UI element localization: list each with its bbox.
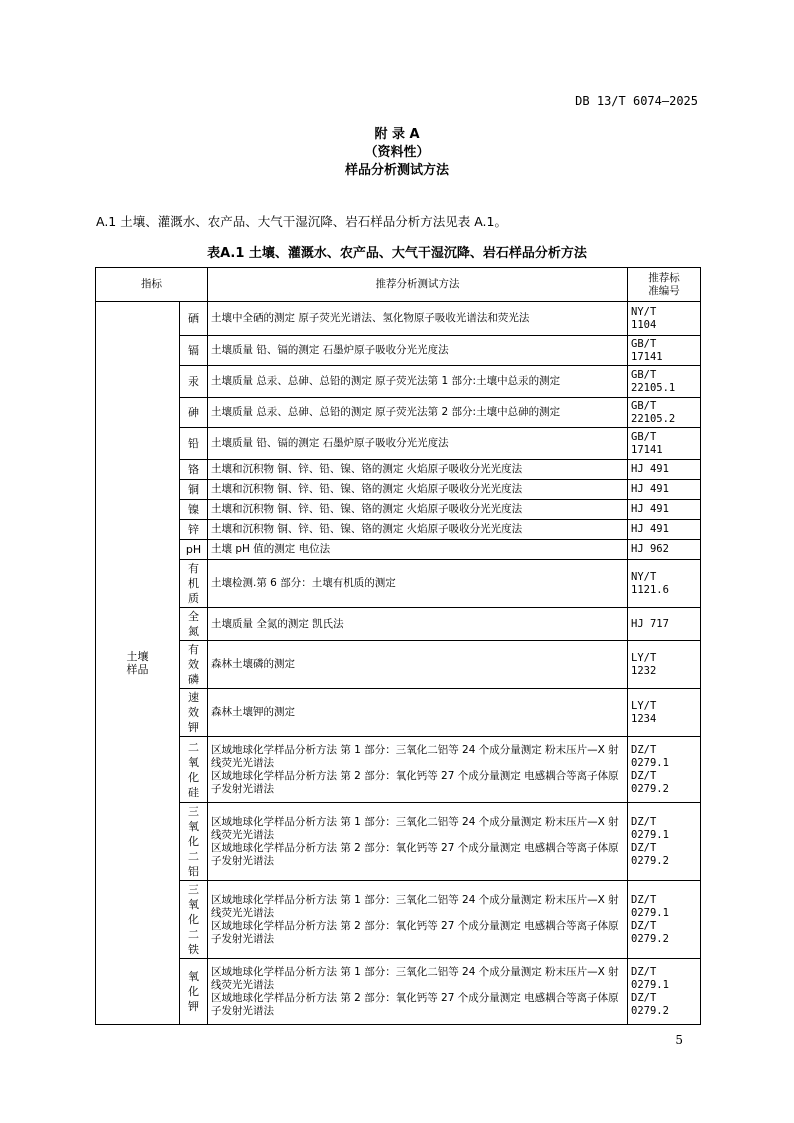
table-header-row [96,268,701,302]
indicator-cell [180,460,208,480]
category-cell [96,302,180,1025]
method-text: 土壤质量 总汞、总砷、总铅的测定 原子荧光法第 2 部分:土壤中总砷的测定 [211,406,561,418]
indicator-cell [180,689,208,737]
table-row [96,480,701,500]
header-method: 推荐分析测试方法 [208,268,628,302]
indicator-label: 铬 [188,463,199,476]
indicator-label: 铜 [188,483,199,496]
standard-code: LY/T 1232 [631,651,657,677]
standard-code: LY/T 1234 [631,699,657,725]
indicator-label: 砷 [188,406,199,419]
method-text: 区域地球化学样品分析方法 第 1 部分：三氧化二铝等 24 个成分量测定 粉末压片—X 射线荧光光谱法 区域地球化学样品分析方法 第 2 部分：氧化钙等 27 个成分量测定 电感耦合等离子体原子发射光谱法 [211,893,619,945]
indicator-cell [180,803,208,881]
standard-cell [628,689,701,737]
table-row [96,959,701,1025]
standard-cell [628,803,701,881]
standard-cell [628,336,701,366]
method-cell [208,881,628,959]
standard-cell [628,608,701,641]
table-row [96,520,701,540]
indicator-label: 镍 [188,503,199,516]
table-row [96,560,701,608]
header-standard [628,268,701,302]
standard-code: HJ 491 [631,483,669,495]
indicator-cell [180,366,208,398]
standard-cell [628,560,701,608]
method-cell [208,520,628,540]
table-row [96,398,701,428]
standard-code: HJ 717 [631,617,669,630]
standard-code: HJ 962 [631,543,669,555]
table-row [96,881,701,959]
indicator-cell [180,428,208,460]
method-text: 土壤质量 全氮的测定 凯氏法 [211,617,344,630]
method-cell [208,689,628,737]
document-code: DB 13/T 6074—2025 [575,94,698,108]
indicator-label: 有 机 质 [188,562,199,605]
table-row [96,460,701,480]
category-label: 土壤 样品 [126,650,149,676]
standard-cell [628,500,701,520]
annex-title: 附 录 A [374,127,420,142]
indicator-label: 镉 [188,344,199,357]
standard-cell [628,737,701,803]
standard-code: DZ/T 0279.1 DZ/T 0279.2 [631,893,669,945]
table-row [96,336,701,366]
table-row [96,366,701,398]
annex-nature: （资料性） [364,145,430,160]
standard-cell [628,641,701,689]
standard-cell [628,881,701,959]
method-cell [208,803,628,881]
method-text: 土壤质量 铅、镉的测定 石墨炉原子吸收分光光度法 [211,437,449,449]
table-row [96,540,701,560]
table-row [96,302,701,336]
indicator-cell [180,398,208,428]
standard-cell [628,540,701,560]
table-caption: 表A.1 土壤、灌溉水、农产品、大气干湿沉降、岩石样品分析方法 [207,246,587,261]
standard-code: DZ/T 0279.1 DZ/T 0279.2 [631,743,669,795]
indicator-label: 三 氧 化 二 铝 [188,805,199,878]
header-standard-text: 推荐标 准编号 [648,271,680,297]
indicator-label: 二 氧 化 硅 [188,740,199,799]
indicator-label: 铅 [188,437,199,450]
method-text: 土壤和沉积物 铜、锌、铅、镍、铬的测定 火焰原子吸收分光光度法 [211,503,523,515]
indicator-cell [180,500,208,520]
indicator-cell [180,520,208,540]
standard-code: DZ/T 0279.1 DZ/T 0279.2 [631,815,669,867]
indicator-cell [180,737,208,803]
method-cell [208,641,628,689]
standard-code: GB/T 22105.1 [631,368,676,394]
indicator-cell [180,302,208,336]
annex-heading [0,126,794,180]
indicator-label: 硒 [188,312,199,325]
method-cell [208,366,628,398]
standard-code: GB/T 17141 [631,430,663,456]
method-text: 土壤和沉积物 铜、锌、铅、镍、铬的测定 火焰原子吸收分光光度法 [211,463,523,475]
indicator-label: 速 效 钾 [188,691,199,734]
intro-paragraph: A.1 土壤、灌溉水、农产品、大气干湿沉降、岩石样品分析方法见表 A.1。 [96,214,507,229]
method-text: 土壤检测.第 6 部分：土壤有机质的测定 [211,577,396,589]
indicator-cell [180,480,208,500]
method-cell [208,428,628,460]
standard-cell [628,520,701,540]
table-body [96,302,701,1025]
analysis-methods-table [95,267,701,1025]
indicator-cell [180,959,208,1025]
table-row [96,608,701,641]
indicator-label: 三 氧 化 二 铁 [188,883,199,956]
table-row [96,803,701,881]
standard-code: GB/T 22105.2 [631,399,676,425]
table-row [96,737,701,803]
method-cell [208,540,628,560]
standard-cell [628,398,701,428]
method-text: 土壤质量 铅、镉的测定 石墨炉原子吸收分光光度法 [211,344,449,356]
standard-code: HJ 491 [631,463,669,475]
standard-cell [628,366,701,398]
method-cell [208,480,628,500]
method-text: 区域地球化学样品分析方法 第 1 部分：三氧化二铝等 24 个成分量测定 粉末压片—X 射线荧光光谱法 区域地球化学样品分析方法 第 2 部分：氧化钙等 27 个成分量测定 电感耦合等离子体原子发射光谱法 [211,743,619,795]
standard-code: HJ 491 [631,523,669,535]
method-text: 区域地球化学样品分析方法 第 1 部分：三氧化二铝等 24 个成分量测定 粉末压片—X 射线荧光光谱法 区域地球化学样品分析方法 第 2 部分：氧化钙等 27 个成分量测定 电感耦合等离子体原子发射光谱法 [211,815,619,867]
standard-cell [628,428,701,460]
standard-code: DZ/T 0279.1 DZ/T 0279.2 [631,965,669,1017]
table-row [96,428,701,460]
indicator-cell [180,881,208,959]
indicator-label: 氧 化 钾 [188,970,199,1013]
standard-cell [628,959,701,1025]
standard-cell [628,480,701,500]
header-indicator: 指标 [96,268,208,302]
standard-code: NY/T 1104 [631,305,657,331]
table-row [96,641,701,689]
table-row [96,689,701,737]
standard-code: NY/T 1121.6 [631,570,669,596]
indicator-cell [180,540,208,560]
method-text: 土壤质量 总汞、总砷、总铅的测定 原子荧光法第 1 部分:土壤中总汞的测定 [211,375,561,387]
method-cell [208,608,628,641]
indicator-cell [180,641,208,689]
indicator-label: 汞 [188,375,199,388]
indicator-label: 全 氮 [188,610,199,638]
method-cell [208,959,628,1025]
method-text: 土壤中全硒的测定 原子荧光光谱法、氢化物原子吸收光谱法和荧光法 [211,312,530,324]
indicator-label: 有 效 磷 [188,643,199,686]
method-cell [208,398,628,428]
standard-cell [628,460,701,480]
indicator-cell [180,336,208,366]
method-cell [208,336,628,366]
annex-subtitle: 样品分析测试方法 [344,163,449,178]
table-row [96,500,701,520]
standard-cell [628,302,701,336]
method-cell [208,302,628,336]
method-text: 区域地球化学样品分析方法 第 1 部分：三氧化二铝等 24 个成分量测定 粉末压片—X 射线荧光光谱法 区域地球化学样品分析方法 第 2 部分：氧化钙等 27 个成分量测定 电感耦合等离子体原子发射光谱法 [211,965,619,1017]
standard-code: GB/T 17141 [631,337,663,363]
method-text: 土壤和沉积物 铜、锌、铅、镍、铬的测定 火焰原子吸收分光光度法 [211,523,523,535]
method-text: 森林土壤钾的测定 [211,706,295,718]
method-cell [208,560,628,608]
method-text: 土壤和沉积物 铜、锌、铅、镍、铬的测定 火焰原子吸收分光光度法 [211,483,523,495]
indicator-label: pH [185,543,202,556]
method-cell [208,460,628,480]
method-cell [208,737,628,803]
page-number: 5 [675,1033,683,1047]
method-text: 土壤 pH 值的测定 电位法 [211,543,331,555]
method-cell [208,500,628,520]
method-text: 森林土壤磷的测定 [211,658,295,670]
indicator-cell [180,560,208,608]
standard-code: HJ 491 [631,503,669,515]
indicator-label: 锌 [188,523,199,536]
indicator-cell [180,608,208,641]
